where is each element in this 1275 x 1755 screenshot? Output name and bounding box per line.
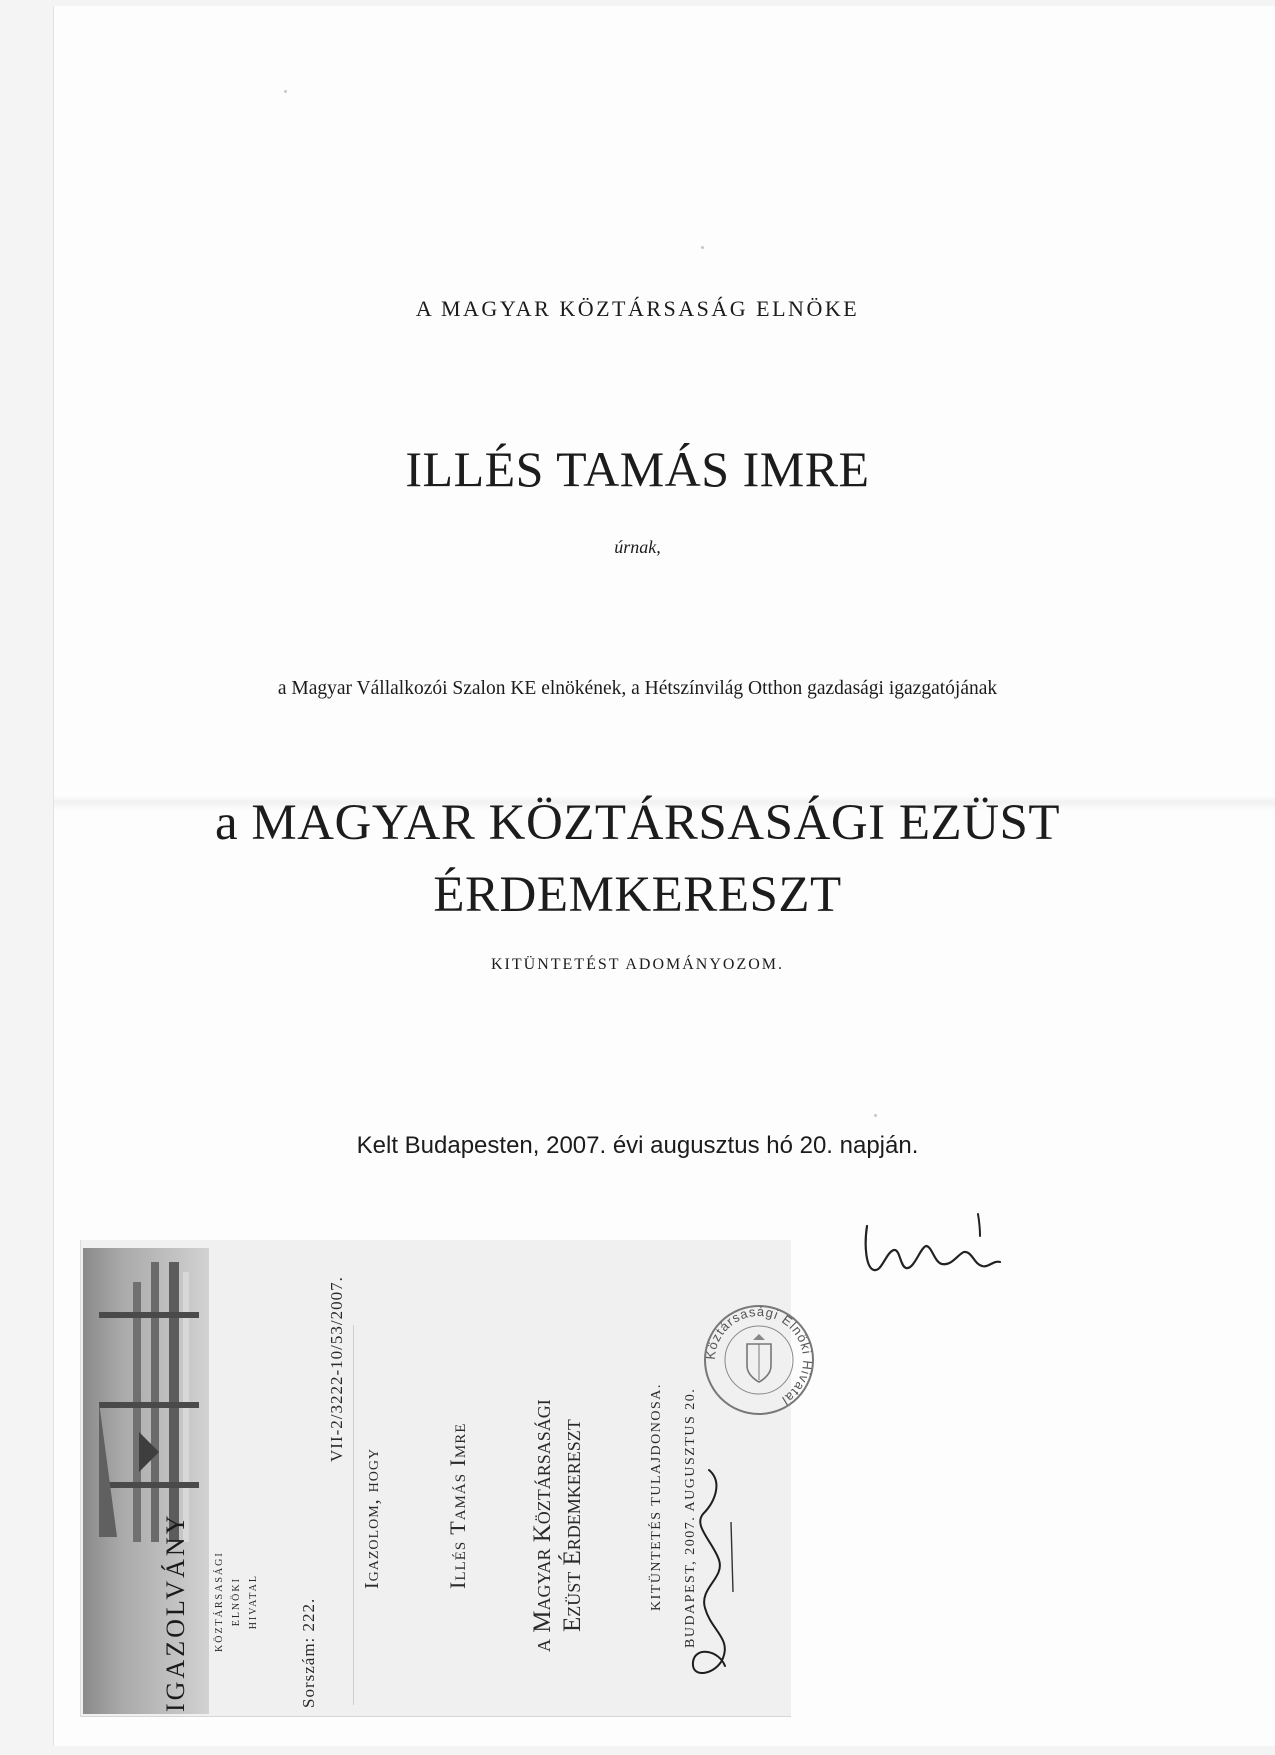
parliament-building-image [99, 1252, 199, 1552]
office-line-1: KÖZTÁRSASÁGI [214, 1551, 225, 1652]
decree-text: KITÜNTETÉST ADOMÁNYOZOM. [490, 956, 785, 973]
certificate-card [80, 1240, 816, 1717]
divider-line [353, 1325, 354, 1705]
issue-place-date: BUDAPEST, 2007. AUGUSZTUS 20. [683, 1387, 698, 1648]
office-line-2: ELNÖKI [231, 1577, 242, 1627]
office-name [211, 1551, 262, 1652]
paper-speck [701, 246, 704, 249]
owner-statement: KITÜNTETÉS TULAJDONOSA. [649, 1383, 664, 1611]
award-name-line-2: Ezüst Érdemkereszt [559, 1419, 586, 1632]
paper-speck [874, 1114, 877, 1117]
recipient-name: ILLÉS TAMÁS IMRE [405, 441, 870, 497]
office-line-3: HIVATAL [248, 1574, 259, 1630]
svg-text:Köztársasági Elnöki Hivatal: Köztársasági Elnöki Hivatal [702, 1303, 816, 1409]
issuer-heading: A MAGYAR KÖZTÁRSASÁG ELNÖKE [415, 296, 860, 321]
paper-speck [284, 90, 287, 93]
recipient-titles: a Magyar Vállalkozói Szalon KE elnökének, a Hétszínvilág Otthon gazdasági igazgatójának [277, 678, 998, 699]
reference-number: VII-2/3222-10/53/2007. [327, 1276, 346, 1462]
issuer-signature [679, 1462, 739, 1692]
award-title-line-1: a MAGYAR KÖZTÁRSASÁGI EZÜST [214, 795, 1061, 851]
place-and-date: Kelt Budapesten, 2007. évi augusztus hó 20. napján. [356, 1132, 919, 1159]
president-signature [862, 1206, 1012, 1316]
award-name [528, 1399, 588, 1652]
serial-number: Sorszám: 222. [299, 1597, 318, 1708]
award-name-line-1: a Magyar Köztársasági [529, 1399, 556, 1652]
award-title-line-2: ÉRDEMKERESZT [433, 867, 842, 923]
addressee-word: úrnak, [614, 537, 661, 557]
certificate-title: IGAZOLVÁNY [161, 1512, 190, 1712]
official-seal-stamp [699, 1300, 819, 1420]
certify-statement: Igazolom, hogy [361, 1447, 383, 1589]
holder-name: Illés Tamás Imre [445, 1422, 470, 1589]
